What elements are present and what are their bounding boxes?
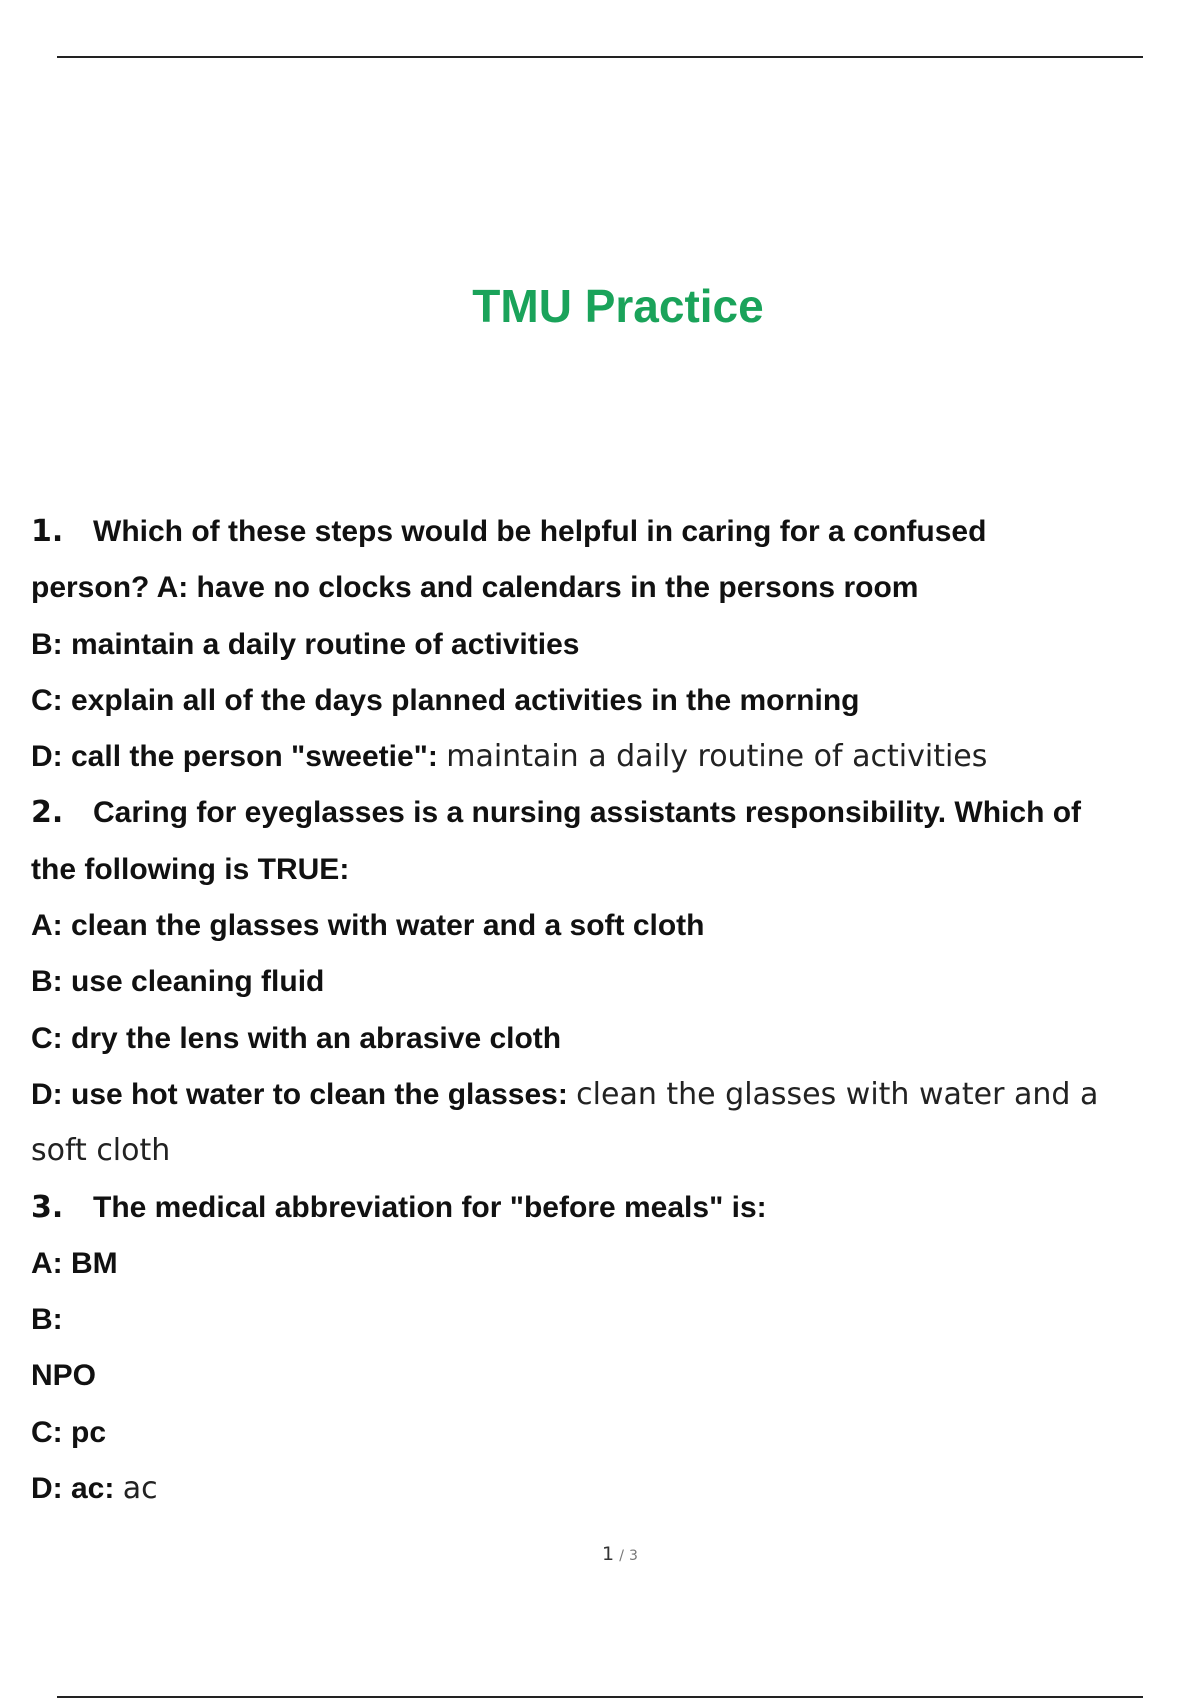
- question-1-option: C: explain all of the days planned activities in the morning: [31, 683, 860, 717]
- question-3-option-d: D: ac:: [31, 1472, 115, 1506]
- total-pages: 3: [629, 1548, 638, 1564]
- question-1-option: B: maintain a daily routine of activities: [31, 627, 580, 661]
- question-2-option-d: D: use hot water to clean the glasses:: [31, 1077, 568, 1111]
- question-2-answer-continued: soft cloth: [31, 1133, 171, 1169]
- question-1-answer: maintain a daily routine of activities: [446, 739, 988, 775]
- current-page: 1: [602, 1543, 615, 1565]
- question-2-option: C: dry the lens with an abrasive cloth: [31, 1021, 562, 1055]
- question-1-stem: 1. Which of these steps would be helpful in caring for a confused: [31, 504, 1181, 560]
- question-1-option-d: D: call the person "sweetie":: [31, 740, 438, 774]
- question-3-option: C: pc: [31, 1415, 106, 1449]
- question-3-answer: ac: [122, 1471, 158, 1507]
- question-2-answer: clean the glasses with water and a: [576, 1076, 1099, 1112]
- top-rule: [57, 56, 1143, 58]
- question-3-option: A: BM: [31, 1246, 118, 1280]
- question-3-stem: 3. The medical abbreviation for "before meals" is:: [31, 1180, 1181, 1236]
- question-2-stem: 2. Caring for eyeglasses is a nursing assistants responsibility. Which of: [31, 785, 1181, 841]
- question-2-option: B: use cleaning fluid: [31, 965, 325, 999]
- question-3-answer-line: [31, 1461, 1181, 1517]
- question-number: 1.: [31, 514, 64, 549]
- page-indicator: [0, 1543, 1200, 1565]
- question-2-answer-line: [31, 1067, 1181, 1123]
- question-1-answer-line: [31, 729, 1181, 785]
- question-3-option: NPO: [31, 1359, 97, 1393]
- question-2-option: A: clean the glasses with water and a soft cloth: [31, 909, 705, 943]
- question-2-line: the following is TRUE:: [31, 852, 350, 886]
- question-number: 2.: [31, 795, 64, 831]
- document-title: TMU Practice: [472, 280, 764, 332]
- bottom-rule: [57, 1696, 1143, 1698]
- question-3-option: B:: [31, 1303, 63, 1337]
- question-1-line: person? A: have no clocks and calendars in the persons room: [31, 571, 919, 605]
- question-number: 3.: [31, 1189, 64, 1225]
- question-list: [31, 504, 1181, 1517]
- page-separator: /: [619, 1548, 624, 1564]
